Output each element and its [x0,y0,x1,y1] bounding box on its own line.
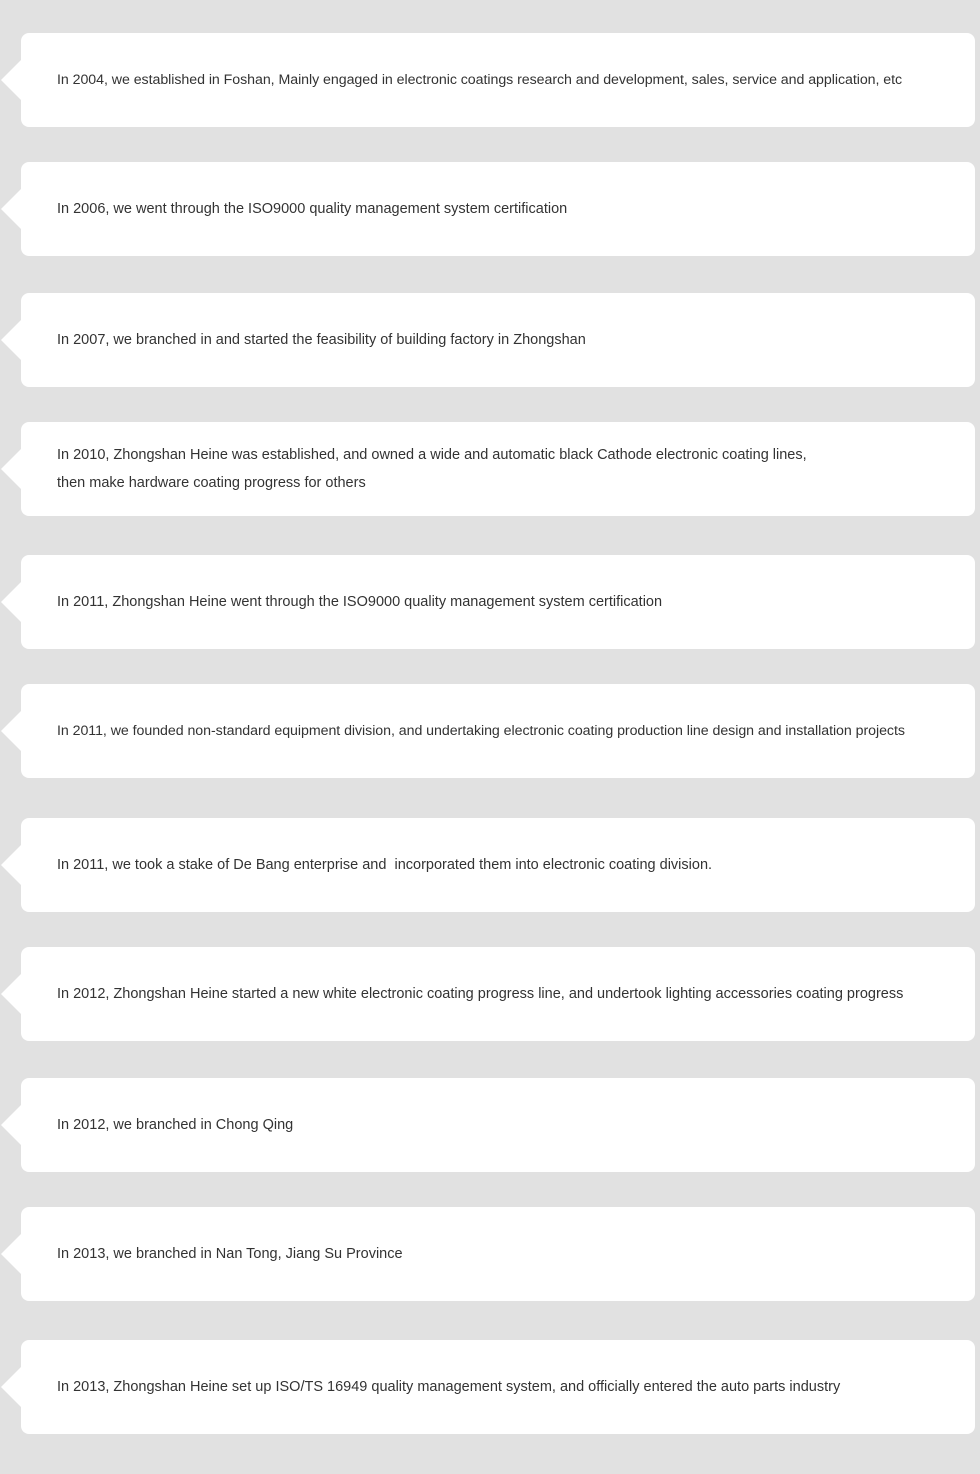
timeline-entry-2012-white-line [21,947,975,1041]
timeline-entry-text: In 2013, we branched in Nan Tong, Jiang Su Province [57,1246,403,1262]
timeline-entry-text: In 2006, we went through the ISO9000 quality management system certification [57,201,568,217]
timeline-entry-text: In 2013, Zhongshan Heine set up ISO/TS 16949 quality management system, and officially entered the auto parts industry [57,1379,841,1395]
timeline-entry-2011-equipment [21,684,975,778]
timeline-entry-2012-chongqing [21,1078,975,1172]
timeline-entry-text: In 2012, we branched in Chong Qing [57,1117,294,1133]
timeline-entry-2007 [21,293,975,387]
timeline-entry-2006 [21,162,975,256]
timeline-entry-text: In 2010, Zhongshan Heine was established, and owned a wide and automatic black Cathode electronic coating lines, then make hardware coating progress for others [57,447,807,491]
timeline-entry-2013-nantong [21,1207,975,1301]
timeline-entry-2013-iso-ts [21,1340,975,1434]
timeline-entry-text: In 2012, Zhongshan Heine started a new white electronic coating progress line, and undertook lighting accessories coating progress [57,986,904,1002]
timeline-entry-text: In 2011, Zhongshan Heine went through the ISO9000 quality management system certification [57,594,663,610]
timeline-entry-text: In 2011, we founded non-standard equipment division, and undertaking electronic coating production line design and installation projects [57,723,905,739]
timeline-entry-text: In 2007, we branched in and started the feasibility of building factory in Zhongshan [57,332,586,348]
timeline-entry-text: In 2011, we took a stake of De Bang enterprise and incorporated them into electronic coating division. [57,857,713,873]
timeline-entry-2004 [21,33,975,127]
timeline-entry-2010 [21,422,975,516]
timeline-entry-text: In 2004, we established in Foshan, Mainly engaged in electronic coatings research and development, sales, service and application, etc [57,72,903,88]
timeline-entry-2011-iso [21,555,975,649]
timeline-entry-2011-debang [21,818,975,912]
